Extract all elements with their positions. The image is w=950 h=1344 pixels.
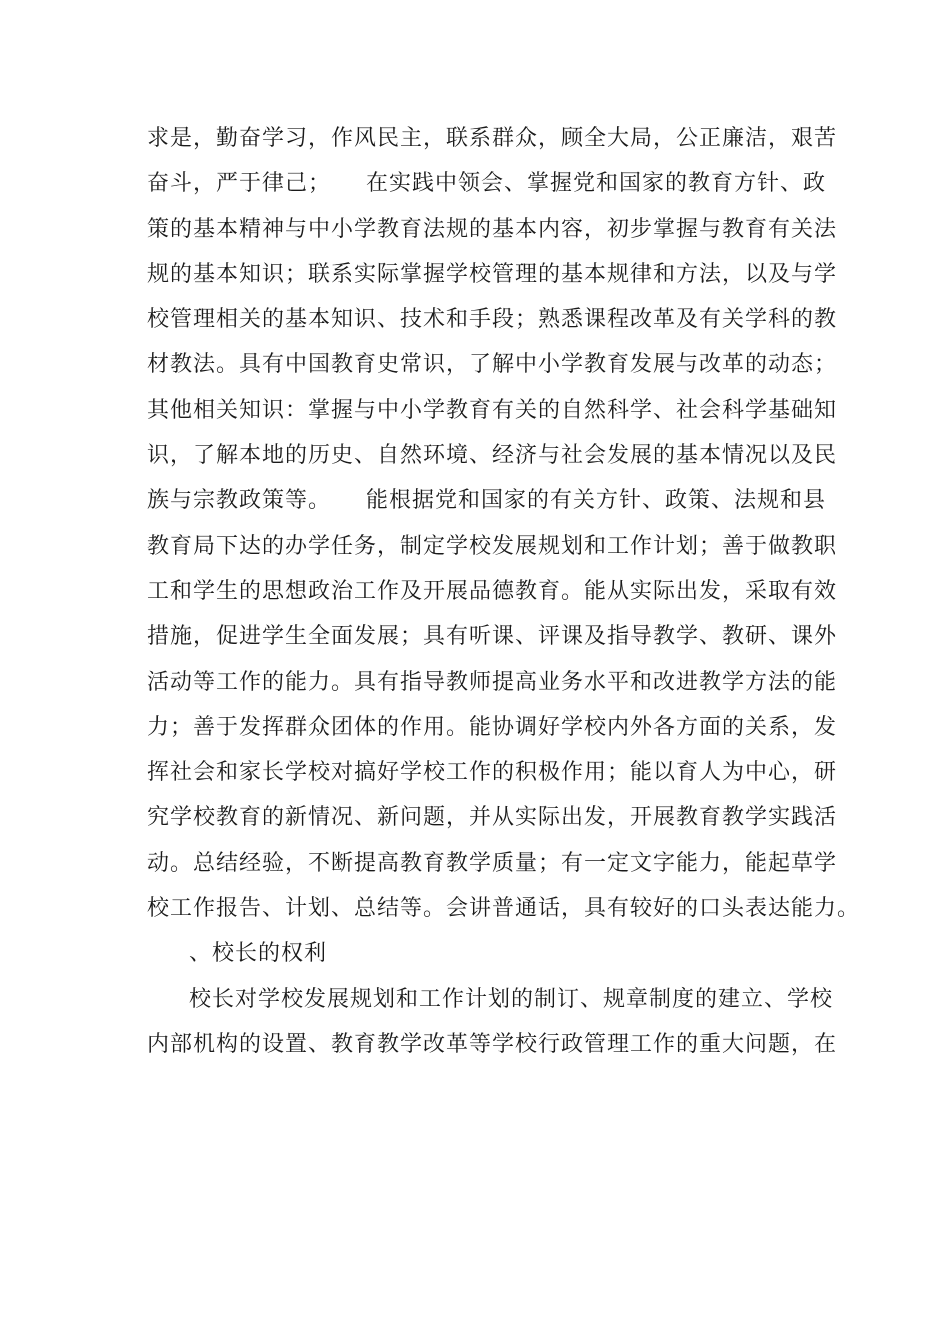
body-text	[147, 116, 861, 1067]
text-line-3: 策的基本精神与中小学教育法规的基本内容，初步掌握与教育有关法	[147, 216, 838, 242]
text-line-7: 其他相关知识：掌握与中小学教育有关的自然科学、社会科学基础知	[147, 397, 838, 423]
text-line-15: 挥社会和家长学校对搞好学校工作的积极作用；能以育人为中心，研	[147, 760, 838, 786]
text-line-16: 究学校教育的新情况、新问题，并从实际出发，开展教育教学实践活	[147, 805, 838, 831]
text-line-14: 力；善于发挥群众团体的作用。能协调好学校内外各方面的关系，发	[147, 714, 838, 740]
text-line-10: 教育局下达的办学任务，制定学校发展规划和工作计划；善于做教职	[147, 533, 838, 559]
text-line-11: 工和学生的思想政治工作及开展品德教育。能从实际出发，采取有效	[147, 578, 838, 604]
text-line-17: 动。总结经验，不断提高教育教学质量；有一定文字能力，能起草学	[147, 850, 838, 876]
text-line-12: 措施，促进学生全面发展；具有听课、评课及指导教学、教研、课外	[147, 624, 838, 650]
text-line-2: 奋斗，严于律己； 在实践中领会、掌握党和国家的教育方针、政	[147, 171, 827, 197]
text-line-8: 识，了解本地的历史、自然环境、经济与社会发展的基本情况以及民	[147, 443, 838, 469]
text-line-18: 校工作报告、计划、总结等。会讲普通话，具有较好的口头表达能力。	[147, 896, 861, 922]
paragraph2-line-1: 校长对学校发展规划和工作计划的制订、规章制度的建立、学校	[189, 986, 834, 1012]
text-line-4: 规的基本知识；联系实际掌握学校管理的基本规律和方法，以及与学	[147, 261, 838, 287]
text-line-9: 族与宗教政策等。 能根据党和国家的有关方针、政策、法规和县	[147, 488, 827, 514]
text-line-5: 校管理相关的基本知识、技术和手段；熟悉课程改革及有关学科的教	[147, 307, 838, 333]
text-line-1: 求是，勤奋学习，作风民主，联系群众，顾全大局，公正廉洁，艰苦	[147, 126, 838, 151]
section-heading: 、校长的权利	[189, 941, 328, 967]
paragraph2-line-2: 内部机构的设置、教育教学改革等学校行政管理工作的重大问题，在	[147, 1031, 838, 1057]
text-line-6: 材教法。具有中国教育史常识，了解中小学教育发展与改革的动态；	[147, 352, 838, 378]
text-line-13: 活动等工作的能力。具有指导教师提高业务水平和改进教学方法的能	[147, 669, 838, 695]
